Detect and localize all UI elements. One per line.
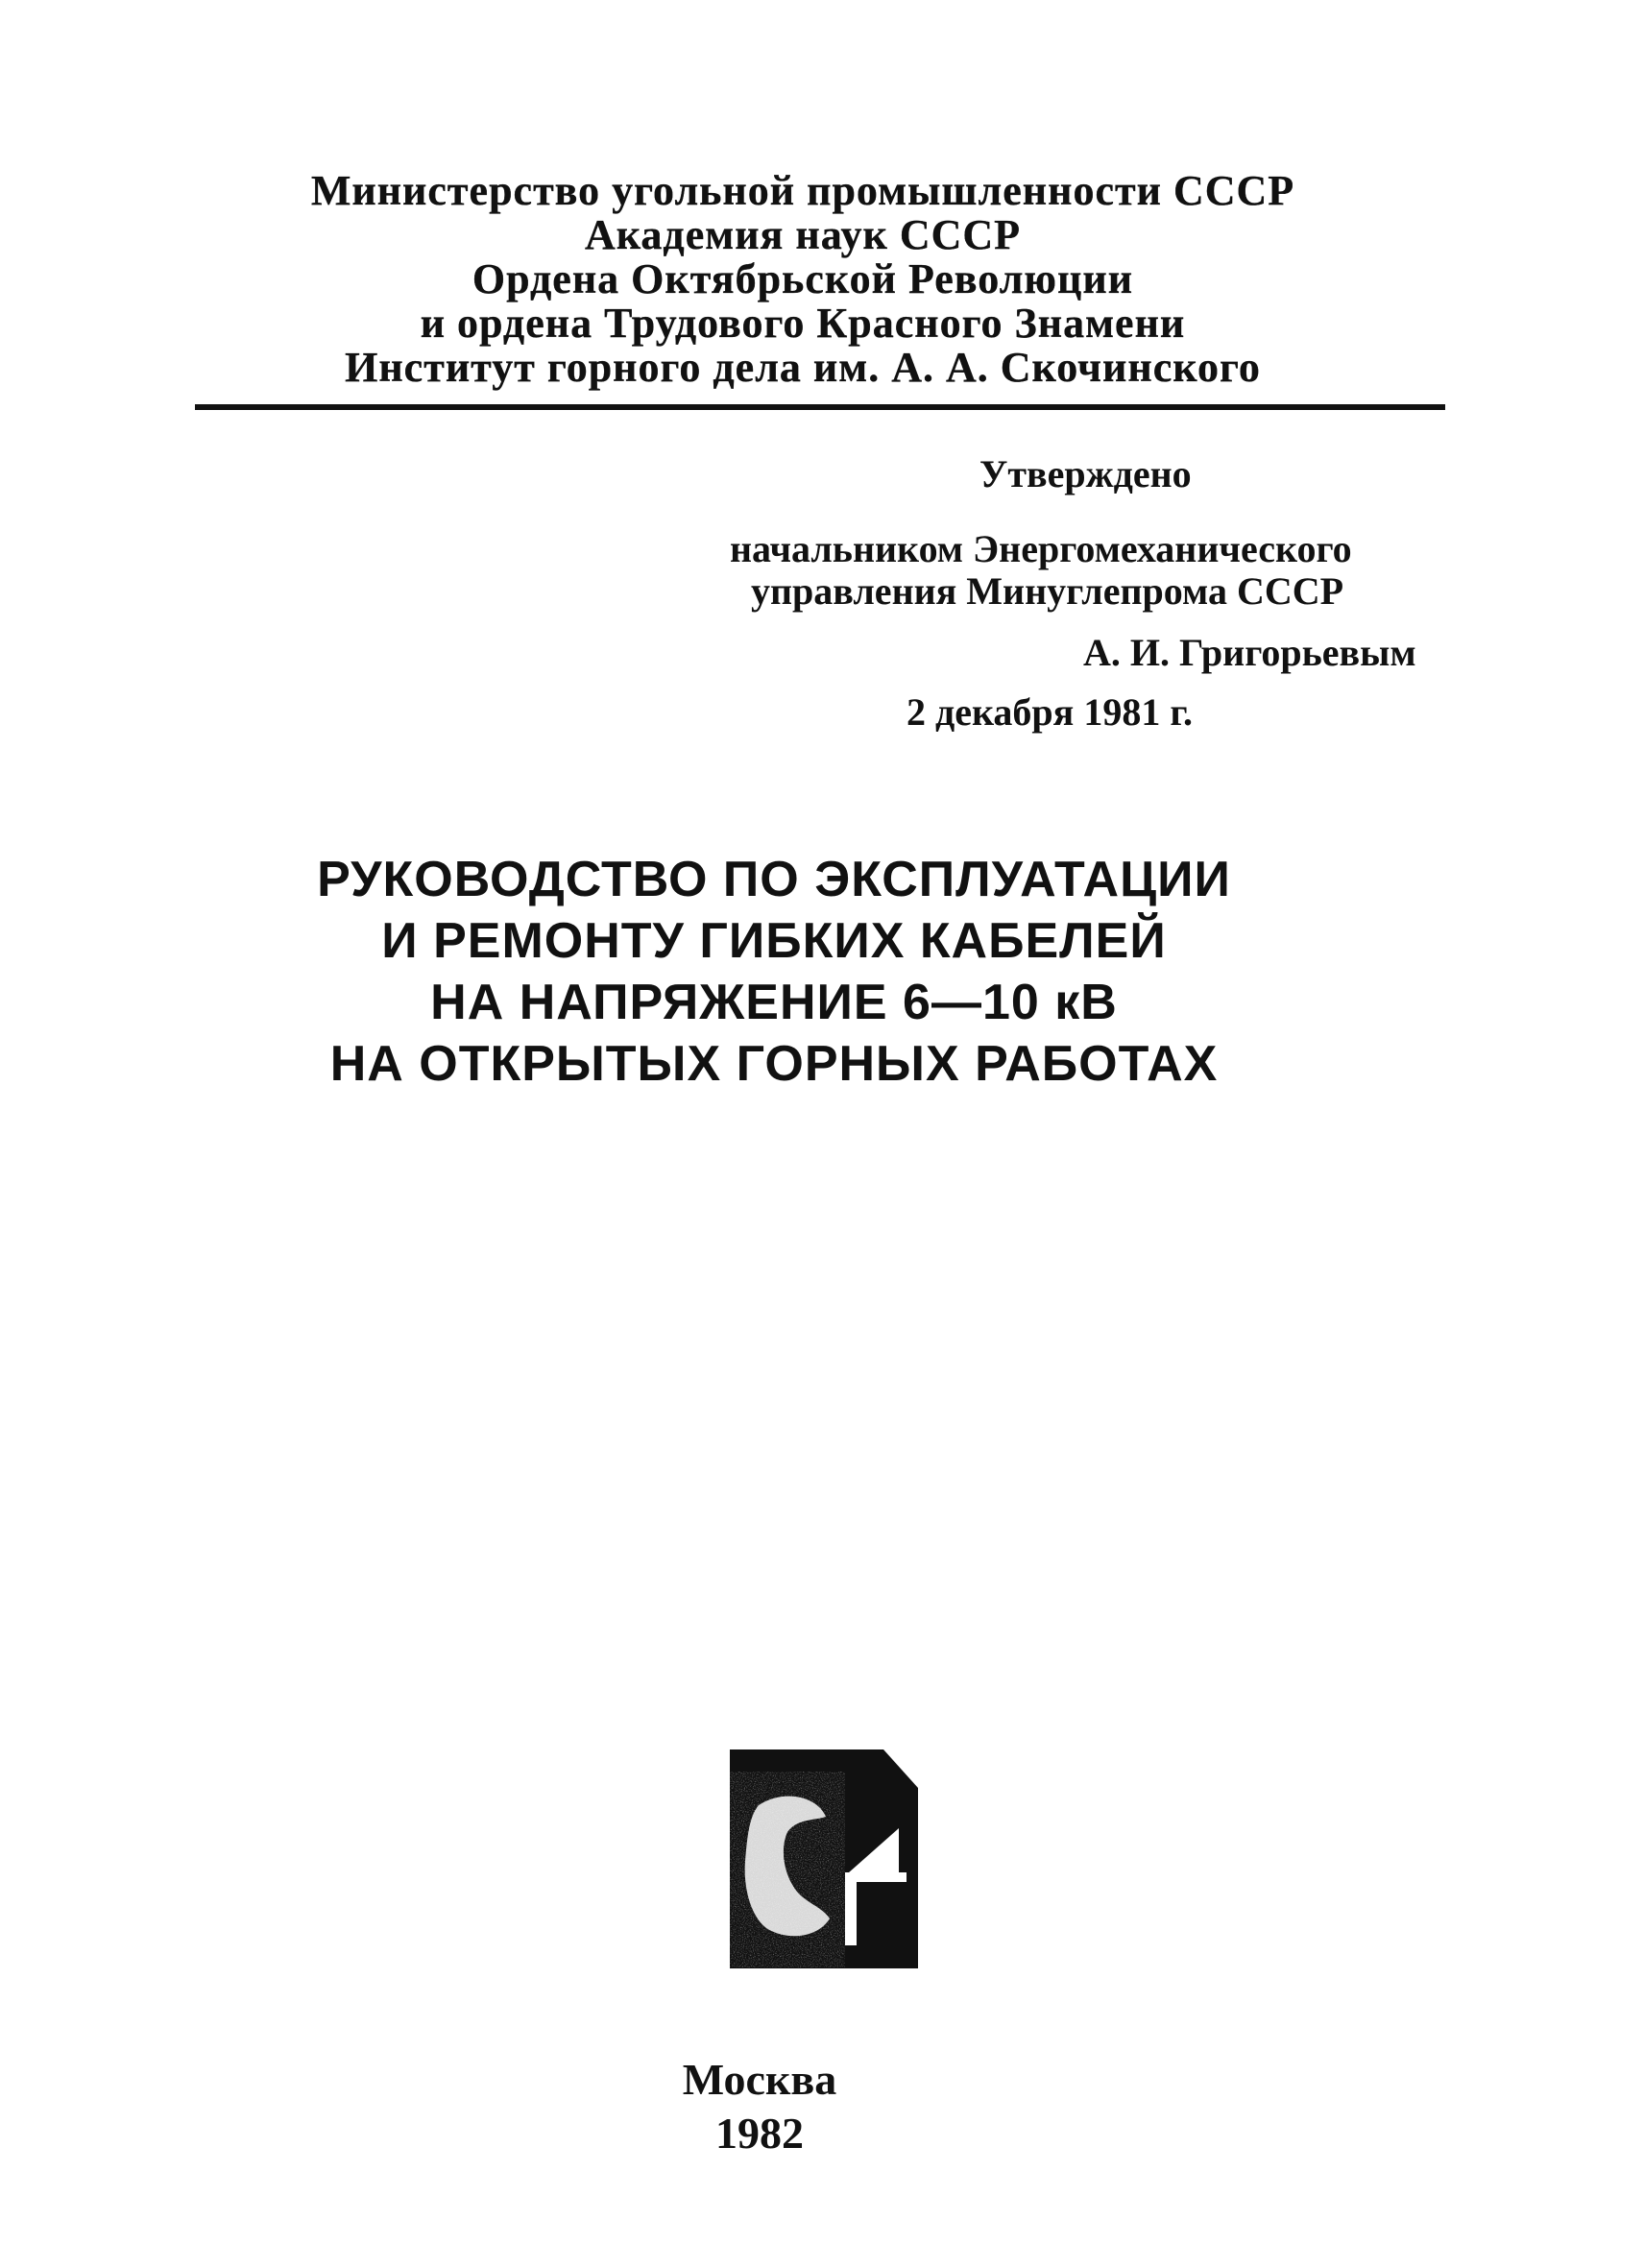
document-title xyxy=(0,849,1644,1095)
approval-position-line1: начальником Энергомеханического xyxy=(730,527,1352,570)
title-line-1: РУКОВОДСТВО ПО ЭКСПЛУАТАЦИИ xyxy=(317,852,1231,907)
publisher-logo-icon xyxy=(730,1749,918,1968)
org-line-academy: Академия наук СССР xyxy=(584,211,1022,258)
imprint-city: Москва xyxy=(682,2055,837,2104)
imprint xyxy=(0,2053,1644,2160)
org-line-institute: Институт горного дела им. А. А. Скочинского xyxy=(345,344,1261,391)
org-line-order-labour: и ордена Трудового Красного Знамени xyxy=(420,300,1186,347)
header-divider xyxy=(195,404,1445,410)
title-line-4: НА ОТКРЫТЫХ ГОРНЫХ РАБОТАХ xyxy=(329,1036,1219,1092)
org-line-order-revolution: Ордена Октябрьской Революции xyxy=(471,255,1134,302)
approval-title: Утверждено xyxy=(979,452,1192,495)
organization-header xyxy=(0,169,1644,390)
approval-position-line2: управления Минуглепрома СССР xyxy=(751,569,1344,613)
org-line-ministry: Министерство угольной промышленности СССР xyxy=(310,167,1295,214)
title-line-2: И РЕМОНТУ ГИБКИХ КАБЕЛЕЙ xyxy=(381,913,1167,969)
approval-name: А. И. Григорьевым xyxy=(1083,631,1416,674)
imprint-year: 1982 xyxy=(715,2109,804,2158)
title-line-3: НА НАПРЯЖЕНИЕ 6—10 кВ xyxy=(430,975,1118,1030)
approval-date: 2 декабря 1981 г. xyxy=(907,690,1193,734)
